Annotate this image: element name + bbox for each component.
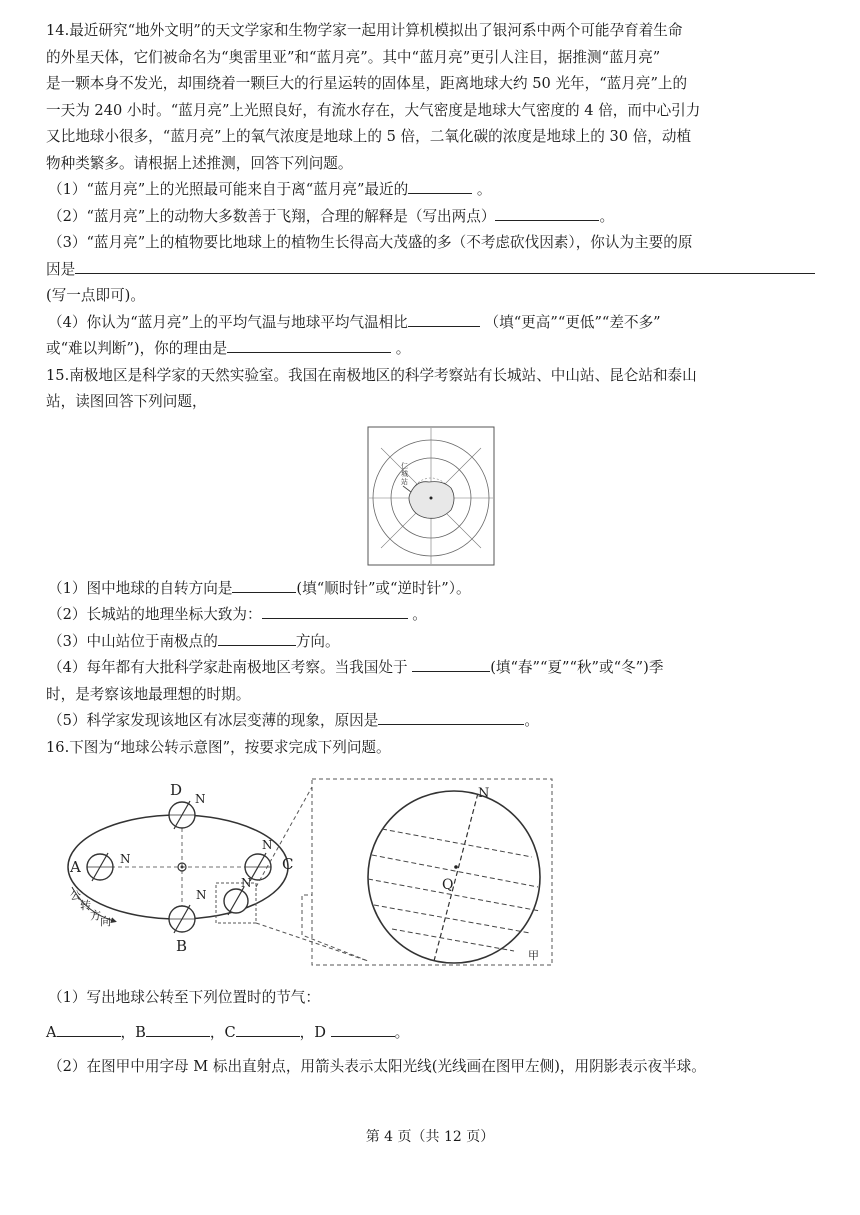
- answer-blank[interactable]: [262, 604, 408, 619]
- q14-sub-4-hint: （填“更高”“更低”“差不多”: [484, 313, 661, 331]
- page-content: [46, 18, 816, 1081]
- fill-label-D: ，D: [299, 1023, 331, 1041]
- direction-char: 向: [100, 915, 111, 928]
- q14-sub-3-line1: （3）“蓝月亮”上的植物要比地球上的植物生长得高大茂盛的多（不考虑砍伐因素），你认为主要的原: [48, 234, 693, 251]
- q14-intro-line: 是一颗本身不发光，却围绕着一颗巨大的行星运转的固体星，距离地球大约 50 光年，“蓝月亮”上的: [46, 75, 688, 92]
- fill-label-B: ，B: [120, 1023, 146, 1041]
- q14-sub-1-end: 。: [476, 181, 492, 198]
- q14-sub-3-line3: (写一点即可)。: [46, 287, 145, 304]
- q14-sub-3-text: 因是: [46, 260, 76, 278]
- answer-blank[interactable]: [378, 710, 524, 725]
- orbit-label-B: B: [176, 937, 188, 955]
- q14-intro-line: 又比地球小很多，“蓝月亮”上的氧气浓度是地球上的 5 倍，二氧化碳的浓度是地球上的 30 倍，动植: [46, 128, 692, 145]
- q14-intro-line: 物种类繁多。请根据上述推测，回答下列问题。: [46, 154, 353, 172]
- fill-end: 。: [394, 1023, 410, 1041]
- q15-sub-5-end: 。: [524, 712, 539, 729]
- map-label-char: 站: [401, 477, 408, 486]
- q14-intro-line: 一天为 240 小时。“蓝月亮”上光照良好，有流水存在，大气密度是地球大气密度的 4 倍，而中心引力: [46, 101, 701, 119]
- q15-sub-5: [46, 708, 816, 735]
- q15-sub-4-line1: [46, 655, 816, 682]
- north-label: N: [195, 792, 206, 806]
- q15-sub-1-text: （1）图中地球的自转方向是: [48, 579, 233, 597]
- orbit-label-D: D: [170, 781, 183, 799]
- answer-blank[interactable]: [146, 1022, 210, 1037]
- q15-sub-2-end: 。: [412, 606, 427, 623]
- q14-sub-4-reason: 或“难以判断”)，你的理由是: [46, 340, 228, 357]
- q14-intro-line: 14.最近研究“地外文明”的天文学家和生物学家一起用计算机模拟出了银河系中两个可能孕育着生命: [46, 22, 683, 39]
- direction-char: 转: [80, 899, 91, 912]
- figure-jia-earth: [368, 786, 540, 963]
- answer-blank[interactable]: [236, 1022, 300, 1037]
- map-label-char: 城: [401, 469, 408, 478]
- fill-label-A: A: [46, 1023, 57, 1041]
- q15-sub-4-hint: (填“春”“夏”“秋”或“冬”)季: [490, 659, 664, 676]
- orbit-label-A: A: [70, 858, 81, 876]
- north-label: N: [120, 852, 131, 866]
- q14-sub-2-end: 。: [599, 207, 615, 225]
- q14-sub-4-line2: [46, 336, 816, 363]
- answer-blank[interactable]: [495, 206, 599, 221]
- north-label: N: [478, 786, 490, 801]
- figure-jia-label: 甲: [528, 949, 539, 962]
- fill-label-C: ，C: [209, 1023, 236, 1041]
- q15-sub-3: [46, 629, 816, 656]
- direction-char: 方: [90, 909, 101, 922]
- q14-sub-2-text: （2）“蓝月亮”上的动物大多数善于飞翔，合理的解释是（写出两点）: [48, 207, 496, 225]
- answer-blank[interactable]: [227, 338, 391, 353]
- q16-fill-line: [46, 1020, 816, 1047]
- north-label: N: [196, 888, 207, 902]
- answer-blank[interactable]: [412, 657, 490, 672]
- earth-revolution-figure: [58, 775, 598, 975]
- answer-blank[interactable]: [232, 578, 296, 593]
- q15-sub-2-text: （2）长城站的地理坐标大致为：: [48, 606, 262, 623]
- q15-sub-1-hint: (填“顺时针”或“逆时针”）。: [296, 579, 471, 597]
- map-label-char: 仁: [401, 461, 408, 470]
- answer-blank[interactable]: [75, 259, 815, 274]
- answer-blank[interactable]: [57, 1022, 121, 1037]
- q14-sub-1: [46, 177, 816, 204]
- q14-sub-4-line1: [46, 310, 816, 337]
- north-label: N: [241, 876, 252, 890]
- page-footer: 第 4 页（共 12 页）: [365, 1129, 495, 1145]
- q15-sub-3-text: （3）中山站位于南极点的: [48, 632, 218, 650]
- q15-intro-line: 15.南极地区是科学家的天然实验室。我国在南极地区的科学考察站有长城站、中山站、昆仑站和泰山: [46, 366, 697, 384]
- q14-sub-4-text: （4）你认为“蓝月亮”上的平均气温与地球平均气温相比: [48, 313, 408, 331]
- q14-sub-3-line2: [46, 257, 816, 284]
- antarctic-map-figure: [367, 426, 495, 566]
- answer-blank[interactable]: [408, 312, 480, 327]
- q14-sub-4-end: 。: [395, 340, 411, 357]
- question-14: [46, 18, 816, 363]
- q14-sub-1-text: （1）“蓝月亮”上的光照最可能来自于离“蓝月亮”最近的: [48, 181, 409, 198]
- north-label: N: [262, 838, 273, 852]
- q15-sub-1: [46, 576, 816, 603]
- q15-sub-5-text: （5）科学家发现该地区有冰层变薄的现象，原因是: [48, 712, 379, 729]
- question-16: [46, 735, 816, 1081]
- q16-sub-2: （2）在图甲中用字母 M 标出直射点，用箭头表示太阳光线(光线画在图甲左侧)，用阴影表示夜半球。: [48, 1058, 706, 1075]
- q15-sub-4-text: （4）每年都有大批科学家赴南极地区考察。当我国处于: [48, 659, 413, 676]
- earth-position-selected: [224, 876, 252, 915]
- orbit-label-C: C: [282, 855, 294, 873]
- q15-sub-4-line2: 时，是考察该地最理想的时期。: [46, 685, 251, 703]
- answer-blank[interactable]: [408, 179, 472, 194]
- earth-position-A: [69, 852, 131, 881]
- q14-sub-2: [46, 204, 816, 231]
- q14-intro-line: 的外星天体，它们被命名为“奥雷里亚”和“蓝月亮”。其中“蓝月亮”更引人注目，据推测“蓝月亮”: [46, 48, 661, 66]
- earth-position-B: [169, 888, 207, 955]
- earth-position-D: [169, 781, 206, 829]
- direction-char: 公: [70, 889, 81, 902]
- answer-blank[interactable]: [218, 631, 296, 646]
- q15-intro-line: 站，读图回答下列问题，: [46, 393, 207, 410]
- q15-sub-3-end: 方向。: [295, 632, 340, 650]
- q16-intro: 16.下图为“地球公转示意图”，按要求完成下列问题。: [46, 738, 391, 756]
- q15-sub-2: [46, 602, 816, 629]
- question-15: [46, 363, 816, 735]
- q16-sub-1: （1）写出地球公转至下列位置时的节气：: [48, 989, 320, 1006]
- point-Q-label: Q: [442, 877, 454, 893]
- answer-blank[interactable]: [331, 1022, 395, 1037]
